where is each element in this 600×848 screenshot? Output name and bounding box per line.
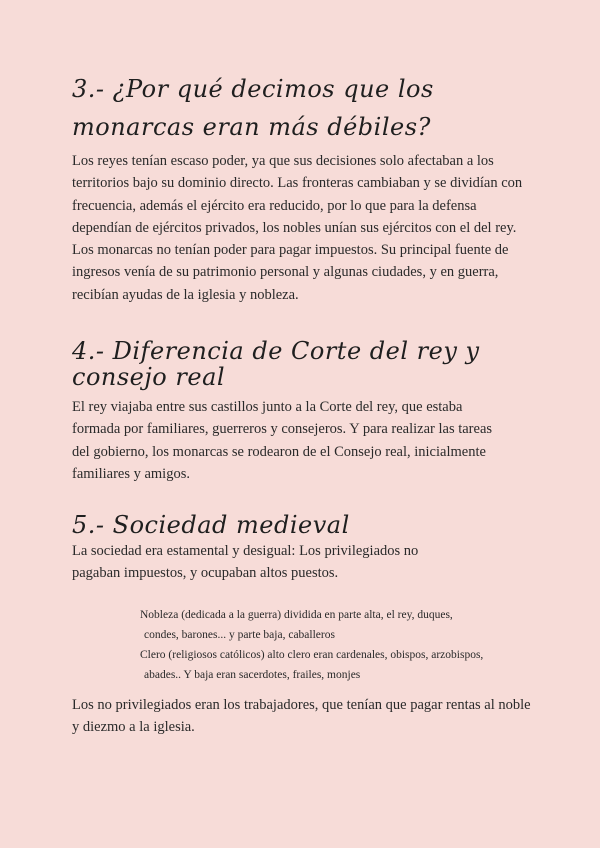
paragraph-section-4: El rey viajaba entre sus castillos junto a la Corte del rey, que estaba formada por familiares, guerreros y consejeros. Y para realizar las tareas del gobierno, los monarcas se rodearon de el Consejo real, inicialmente familiares y amigos. (72, 399, 493, 482)
heading-section-4: 4.- Diferencia de Corte del rey y consejo real (72, 337, 480, 391)
paragraph-section-5-intro: La sociedad era estamental y desigual: Los privilegiados no pagaban impuestos, y ocupaban altos puestos. (72, 543, 419, 582)
paragraph-section-3: Los reyes tenían escaso poder, ya que sus decisiones solo afectaban a los territorios bajo su dominio directo. Las fronteras cambiaban y se dividían con frecuencia, además el ejército era reducido, por lo que para la defensa dependían de ejércitos privados, los nobles unían sus ejércitos con el del rey. Los monarcas no tenían poder para pagar impuestos. Su principal fuente de ingresos venía de su patrimonio personal y algunas ciudades, y en guerra, recibían ayudas de la iglesia y nobleza. (72, 153, 523, 303)
heading-section-3: 3.- ¿Por qué decimos que los monarcas eran más débiles? (72, 75, 434, 141)
list-item-clero: Clero (religiosos católicos) alto clero eran cardenales, obispos, arzobispos, (140, 649, 484, 661)
paragraph-section-5-closing: Los no privilegiados eran los trabajadores, que tenían que pagar rentas al noble y diezmo a la iglesia. (72, 697, 531, 736)
list-item-nobleza-cont: condes, barones... y parte baja, caballeros (144, 629, 335, 641)
list-item-nobleza: Nobleza (dedicada a la guerra) dividida en parte alta, el rey, duques, (140, 609, 453, 621)
heading-section-5: 5.- Sociedad medieval (72, 511, 350, 539)
list-item-clero-cont: abades.. Y baja eran sacerdotes, frailes, monjes (144, 669, 361, 681)
estamentos-list (140, 605, 540, 685)
